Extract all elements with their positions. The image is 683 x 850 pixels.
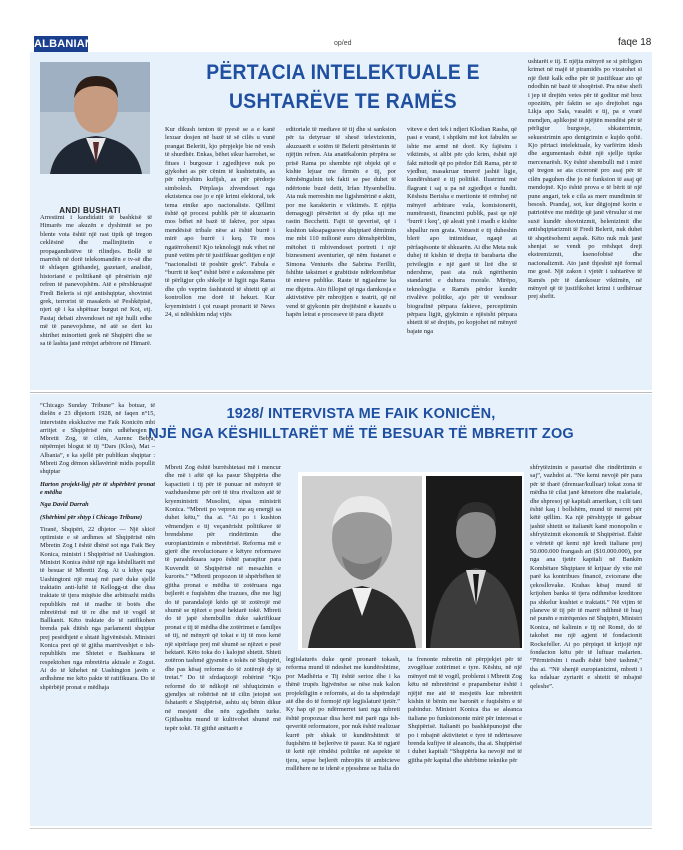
- top-column-2: Kur dikush tenton të pyesë se a e kanë lexuar dosjen në bazë të së cilës u vunë prangat Beleriti, kjo përpjekje bie në vesh të shurdhër. Enkas, bëhet sikur harrohet, se fitues i burgosur i zgjedhjeve nuk po gjykohet as për cënim të kushtetutës, as për ndryshim kufijsh, as për përdorje simbolesh. Përplasja zhvendoset nga ekzistenca ose jo e një krimi elektoral, tek tema etnike apo nacionaliste. Qëllimi është që procesi publik për të akuzuarin mos bëhet në bazë të faktve, por sipas mendësisë tribale nëse ai është burrë i mirë apo burrë i keq. Të mos ngatërrohemi! Kjo teknologji nuk vihet në punë vetëm për të justifikuar goditjen e një “nacionalisti të poshtër grek”. Fabula e “burrit të keq” është bërë e zakonshme për të përligjur çdo shkelje të ligjit nga Rama dhe çdo veprim fashistoid të shtetit që ai kontrollon me dorë të hekurt. Kur kryeministri i çoi rusapt pronarit të News 24, si ndëshkim ndaj vijës: [165, 126, 275, 318]
- headline-bottom-line2: NJË NGA KËSHILLTARËT MË TË BESUAR TË MBRETIT ZOG: [148, 426, 574, 442]
- section-divider: [30, 392, 652, 393]
- top-column-3: editoriale të mediave të tij dhe si sanksion për ta detyruar të shesë televizionin, akuzuarët e sotëm të Belerit përsërisnin të njëjtin refren. Ata anatëkalonin përpëra se prisë Rama po shembte një objekt që e kishte lejuar me firmën e tij, por këmbëngulnin tek fakti se pse duhet të ndërtonte buzë detit, Irfan Hysenbelliu. Ata nuk merreshin me ligjshmërinë e aktit, por me karakterin e viktimës. E njëjta demagogji përsëritet si dy pika uji me rastin Becchetti. Fajit të qeverisë, që i kushton taksapaguesve shqiptarë dëmimin me mbi 110 milionë euro dëmshpërblim, mëtohet ti mbivendoset portreti i një biznesmeni aventurier, që nëm fustanet e Simona Venturës dhe Sabrina Ferillit, fshihte taksimet e grabitiste ndërkombëtar të enteve publike. Raste të ngjashme ka me dhjetra. Ato fillojnë që nga damkosja e aktivistëve për mbrojtjen e teatrit, që në vend të gjykonin për drejtësinë e kauzës u hapën letrat e proceseve të para dhjetë: [286, 126, 396, 318]
- bottom-column-1: Mbreti Zog është burrështetasi më i mencur dhe më i aftë që ka pasur Shqipëria dhe kapaciteti i tij për të punuar në mënyrë të vazhdueshme për orë të tëra rivalizon atë të kryeministrit Musolini, sipas ministrit Konica. “Mbreti po vepron me aq energji sa duhet këtu,” tha ai. “Ai po i kushton vëmendjen e tij veçanërisht politikave të brendshme për rindërtimin dhe europianizimin e mbretërisë. Reforma më e gjerë dhe revolucionare e këtyre reformave të parashikuara sapo është paraqitur para Kuvendit të Shqipërisë në mesazhin e kurorës.” “Mbreti propozon të shpërbëhen të gjitha pronat e mëdha të zotëruara nga bejlerët e fuqishëm dhe trazues, dhe me ligj do të parandalojë këdo që të zotërojë më shumë se njëzet e pesë hektarë tokë. Mbreti do të japë shembullin duke sakrifikuar pronat e tij të mëdha dhe zotërimet e familjes së tij, në mënyrë që tokat e tij të mos kenë një sipërfaqe prej më shumë se njëzet e pesë hektarë. Këto toka do i kalojnë shtetit. Shteti zotëron tashmë gjysmën e tokës në Shqipëri, dhe pas kësaj reforme do të zotërojë dy të tretat.” Do të sfrdaqizojë robërinë “Kjo reformë do të ndikojë në shfuqizimin e gjendjes së robërisë në të cilin jetojnë sot fshatarët e Shqipërisë, ashtu siç bënin dikur në mesjetë dhe nën zgjedhën turke. Gjithashtu mund të kultivohet shumë më tepër tokë. Të gjithë anëtarët e: [165, 464, 281, 732]
- intro-byline: Nga David Darrah: [40, 501, 89, 509]
- author-byline: ANDI BUSHATI: [59, 206, 121, 215]
- footer-rule: [30, 828, 652, 829]
- bottom-column-4: shfrytëzimin e pasurisë dhe rindërtimin e saj”, vazhdoi ai. “Ne kemi nevojë për para për të tharë (drenuar/kulluar) tokat zona të mëdha të cilat janë kënetore dhe malariale, dhe shpresoj që kapitali amerikan, i cili tani është kaq i bollshëm, mund të merret për këtë qëllim. Ka një përshtypje të gabuar jashtë shtetit se italianët kanë monopolin e shfrytëzimit ekonomik të Shqipërisë. Është e vërtetë që kemi një kredi italiane prej 50.000.000 frangash ari ($10.000.000), por nga ana tjetër kapitali në Bankën Kombëtare Shqiptare të krijuar dy vite më parë ka kontribues financë, zvicerane dhe çekosllovake. Krahas kësaj mund të krijohen banka të tjera ndihmëse kreditore pa shkelur kushtet e traktatit.” Në vijim të planeve të tij për të marrë ndihmë të huaj në punën e mirëqenies në Shqipëri, Ministri Konica, në kalimin e tij në Romë, do të takohet me një agjent të fondacionit Rockefeller. Ai po përpiqet të krijojë një fondacion këtu për të luftuar malarien. “Përmirësim i madh është bërë tashmë,” tha ai. “Në shenjë europianizimi, mbreti i ka ndaluar zyrtarët e shtetit të mbajnë qeleshe”.: [530, 464, 642, 690]
- top-column-5: ushtarët e tij. E njëjta mënyrë se si përligjen krimet në majë të piramidës po vizatohet si një fletë kalk edhe për të justifikuar ato që ndodhin në bazë të shoqërisë. Pra nëse shefi i jep të drejtën vetes për të goditur më brez opozitën, për faktin se ajo drejtohet nga Likja apo Sala, vasalët e tij, pa e vrarë mendjen, aplikojnë të njëjtën mendësi për të përligjur burgosje, shkaterrimin, sekuestrimin apo denigrimin e kujdo qoftë. Kjo përtaci intelektuale, ky varfërim idesh dhe argumentash është një sjellje tipike mercenarësh. Ky është shembulli më i mirë që tregon se ata ciceronë pro asaj për të cilën paguhen dhe jo në funksion të asaj që mendojnë. Kjo është prova e të bërit të një pune angari, tek e cila as merr mundimin të besosh. Prandaj, sot, kur dëgjojmë korin e patriotëve me mëditje që janë vërsulur si me suxë kundër shovinizmit, helenizimit dhe antishqiptarizmit të Fredi Belerit, nuk duhet të shqetësohemi aspak. Këto nuk nuk janë shenjat se vendi po rrëshqet drejt ekstremizmit, ksenofobisë dhe nacionalizmit. Ato janë thjeshtë një formal me gosë. Një zakon i vjetër i ushtarëve të Ramës për të damkosur viktimën, në mënyrë që të justifikohet krimi i urdhëruar prej shefit.: [528, 58, 642, 301]
- headline-top: [205, 58, 481, 116]
- headline-top-line2: USHTARËVE TE RAMËS: [229, 90, 457, 113]
- intro-body: Tiranë, Shqipëri, 22 dhjetor — Një skicë optimiste e së ardhmes së Shqipërisë nën Mbretin Zog I është dhënë sot nga Faik Bey Konica, ministri i Shqipërisë në Uashington. Ministri Konica është një nga këshilltarët më të besuar të Mbretit Zog. Ai u kthye nga Uashingtoni një muaj më parë duke sjellë traktatin anti-luftë të Kellogg-ut dhe disa traktate të tjera miqësie dhe arbitrazhi midis republikës më të madhe të botës dhe mbretërisë më të re dhe më të vogël të Ballkanit. Këto traktate do të ratifikohen brenda pak ditësh nga parlamenti shqiptar prej pesëdhjetë e shtatë ligjvënësish. Ministri Konica pret që të gjitha marrëveshjet e ish-republikës me Shtetet e Bashkuara të respektohen nga mbretëria aktuale e Zogut. Ai do të kthehet në Uashington javën e ardhshme me këto pakte të ratifikuara. Do të shpërbëjë pronat e mëdhaja: [40, 525, 155, 691]
- bottom-column-3: ta frenonte mbretin në përpjekjet për të zvogëluar zotërimet e tyre. Kështu, në një mënyrë më të vogël, problemi i Mbretit Zog këtu në mbretërinë e prapambetur është i njëjtë me atë të mesjetës kur mbretërit kishin të bënin me baronët e fuqishëm e të pabindur. Ministri Konica tha se aleanca italiane po funksiononte mirë për interesat e Shqipërisë. Italianët po bashkëpunojnë dhe po i mbajnë aktivitetet e tyre të ndërtesave brenda kufijve të aleancës, tha ai. Shqipërisë i duhet kapitali “Shqipëria ka nevojë më të gjitha për kapital dhe shërbime teknike për: [408, 656, 522, 764]
- author-photo: [40, 62, 150, 174]
- section-label: op/ed: [334, 40, 352, 47]
- masthead-logo: ALBANIAN: [34, 38, 94, 50]
- zog-photo: [426, 476, 522, 648]
- konica-photo: [302, 476, 422, 648]
- top-article: [30, 52, 652, 390]
- top-column-1: Arrestimi i kandidatit të bashkisë të Himarës me akuzën e dyshimtë se po blente vota është një rast tipik që tregon ceklësinë dhe mallinjitetin e propagandistëve të rilindjes. Bollë të marrësh në dorë telekomandën e tv-së dhe të shfaqen gjithandej, gazetarë, analistë, historianë e politikanë që përsërisin një refren të panevojshëm. Atë e përshkruajnë Fredi Beleris si një antishqiptar, shovinist grek, terrorist të masakrës së Peshkëpisë, njeri që i ka shpëtuar burgut në Kot, etj. Pastaj debati zhvendoset në një hulli edhe më të panevojshme, në atë se deri ku shtrihet minoriteti grek në Shqipëri dhe se sa të lashta janë rrënjet arbërore në Himarë.: [40, 214, 152, 348]
- headline-top-line1: PËRTACIA INTELEKTUALE E: [206, 61, 480, 84]
- bottom-column-2: legjislaturës duke qenë pronarë tokash, reforma mund të ndeshet me kundërshtime, por Madhëria e Tij është serioz dhe i ka thënë trupës ligjvënëse se nëse nuk kalon projektligjin e reformës, ai do ta shpërndajë atë dhe do të formojë një legjislaturë tjetër.” Ky hap që po ndërmerret tani nga mbreti është propozuar disa herë më parë nga ish-qeveritë reformatore, por nuk është realizuar kurrë për shkak të kundërshtimit të fuqishëm të bejlerëve të pasur. Ka të ngjarë të ketë një rëndësi politike në aspekte të tjera, sepse bejlerët mbrojtës të ambicieve rrallëhere ne te idenë e pjesshme se Italia do: [286, 656, 400, 773]
- intro-service: (Shërbimi për shtyp i Chicago Tribune): [40, 513, 143, 521]
- intro-sidebar: [40, 402, 155, 822]
- top-column-4: viteve e deri tek i ndjeri Klodian Rasha, që pasi e vranë, i shpikën më kot fabulën se ishte me armë në dorë. Ky fajësim i viktimës, si alibi për çdo krim, është një fakt mëtodë që po përdor Edi Rama, për të vjedhur, masakruar tmerrë jashtë ligje, kundërshtarë e tij politikë. Ilustrimi më flagrant i saj u pa në zgjedhjet e fundit. Këshstu Berisha e meritonte të rrëmbej në mënyrë arbitrare vula, komisionerët, numëruesit, financimi publik, pasi qe një ‘burrë i keq’, që aleati ynë i madh e kishte shpallur non grata. Votuesit e tij duheshin blerë apo intimiduar, ngaqë ai përfaqësonte të shkuarën. Ai dhe Meta nuk duhej të kishin të drejta të barabarta dhe privilegjin e një garë të lirë dhe të ndershme, pasi ata nuk ngërthenin standartet e duhura morale. Mirëpo, teknologjia e Ramës përdor kundër rivalëve politike, ajo për të vendosur biografinë përpara fakteve, perceptimin përpara ligjit, gjykimin e njësisht përpara shtetit të së drejtës, po kopjohet në mënyrë bajate nga: [407, 126, 517, 335]
- bottom-article: [30, 394, 652, 826]
- intro-subtitle: Harton projekt-ligj për të shpërbërë pronat e mëdha: [40, 480, 155, 496]
- headline-bottom: [146, 404, 576, 444]
- headline-bottom-line1: 1928/ INTERVISTA ME FAIK KONICËN,: [226, 406, 496, 422]
- intro-text: “Chicago Sunday Tribune” ka botuar, të dielën e 23 dhjetorit 1928, në faqen n°15, intervistën ekskluzive me Faik Konicën mbi arritjet e Shqipërisë nën udhëheqjen e Mbretit Zog, të cilën, Aurenc Bebja, nëpërmjet blogut të tij “Dars (Klos), Mat – Albania”, e ka sjellë për publikun shqiptar : Mbreti Zog dëmon skllavërinë midis popullit shqiptar: [40, 402, 155, 476]
- page-number: faqe 18: [618, 37, 652, 48]
